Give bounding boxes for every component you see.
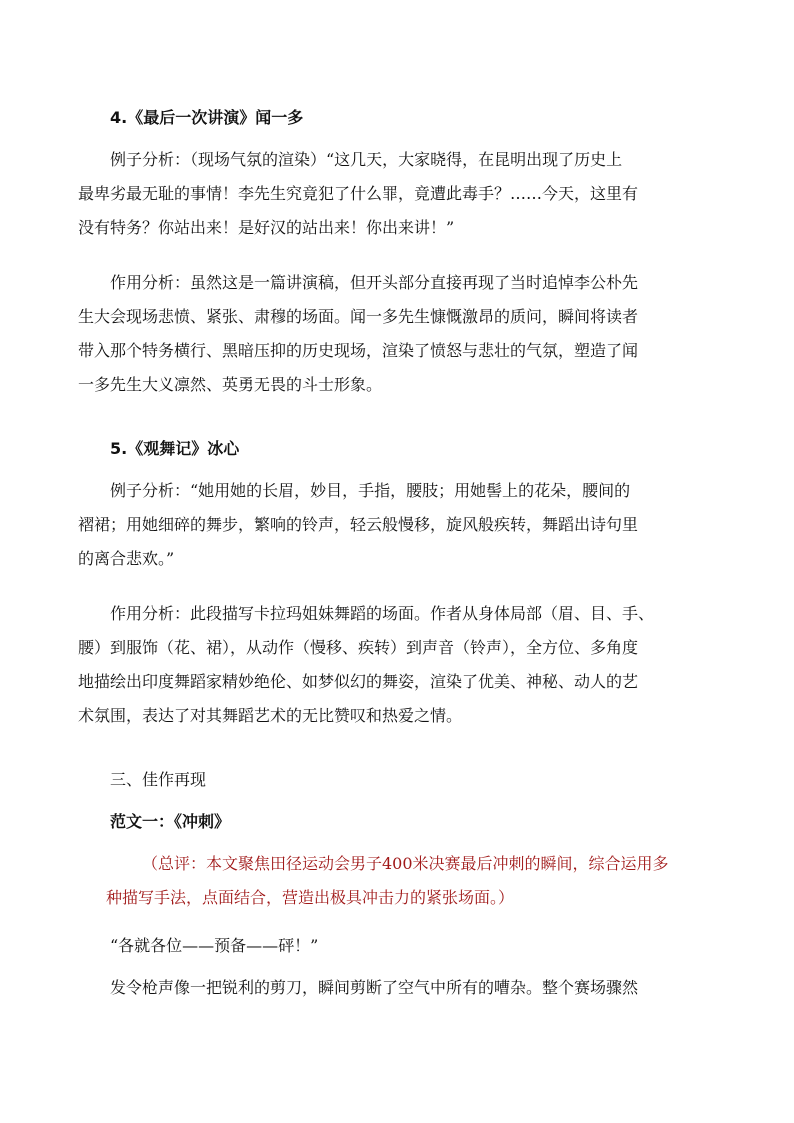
section-4-example	[78, 143, 728, 245]
text-line: 最卑劣最无耻的事情！李先生究竟犯了什么罪，竟遭此毒手？……今天，这里有	[78, 184, 639, 203]
text-line: 的离合悲欢。”	[78, 549, 175, 568]
text-line: 褶裙；用她细碎的舞步，繁响的铃声，轻云般慢移，旋风般疾转，舞蹈出诗句里	[78, 515, 639, 534]
section-5-heading: 5.《观舞记》冰心	[110, 439, 240, 458]
text-line: 作用分析：此段描写卡拉玛姐妹舞蹈的场面。作者从身体局部（眉、目、手、	[110, 604, 655, 623]
text-line: （总评：本文聚焦田径运动会男子400米决赛最后冲刺的瞬间，综合运用多	[142, 854, 669, 873]
text-line: 生大会现场悲愤、紧张、肃穆的场面。闻一多先生慷慨激昂的质问，瞬间将读者	[78, 307, 639, 326]
section-5-example	[78, 474, 728, 576]
essay-1-paragraph: 发令枪声像一把锐利的剪刀，瞬间剪断了空气中所有的嘈杂。整个赛场骤然	[110, 978, 639, 997]
text-line: 例子分析：“她用她的长眉，妙目，手指，腰肢；用她髻上的花朵，腰间的	[110, 481, 631, 500]
text-line: 没有特务？你站出来！是好汉的站出来！你出来讲！”	[78, 218, 455, 237]
text-line: 作用分析：虽然这是一篇讲演稿，但开头部分直接再现了当时追悼李公朴先	[110, 273, 639, 292]
essay-1-comment	[106, 847, 728, 915]
text-line: 种描写手法，点面结合，营造出极具冲击力的紧张场面。）	[106, 888, 515, 907]
essay-1-paragraph: “各就各位——预备——砰！”	[110, 936, 319, 955]
text-line: 地描绘出印度舞蹈家精妙绝伦、如梦似幻的舞姿，渲染了优美、神秘、动人的艺	[78, 672, 639, 691]
text-line: 术氛围，表达了对其舞蹈艺术的无比赞叹和热爱之情。	[78, 706, 463, 725]
essay-1-title: 范文一：《冲刺》	[110, 812, 231, 831]
section-4-analysis	[78, 266, 728, 402]
text-line: 例子分析：（现场气氛的渲染）“这几天，大家晓得，在昆明出现了历史上	[110, 150, 623, 169]
section-5-analysis	[78, 597, 728, 733]
text-line: 带入那个特务横行、黑暗压抑的历史现场，渲染了愤怒与悲壮的气氛，塑造了闻	[78, 341, 639, 360]
text-line: 一多先生大义凛然、英勇无畏的斗士形象。	[78, 375, 383, 394]
section-4-heading: 4.《最后一次讲演》闻一多	[110, 108, 304, 127]
part-3-heading: 三、佳作再现	[110, 770, 207, 789]
text-line: 腰）到服饰（花、裙），从动作（慢移、疾转）到声音（铃声），全方位、多角度	[78, 638, 639, 657]
